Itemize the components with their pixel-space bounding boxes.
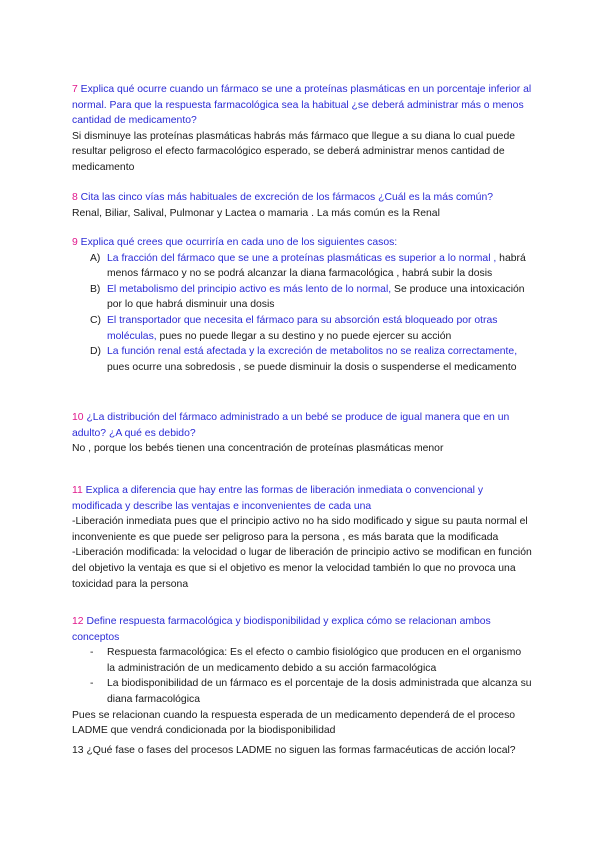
question-11-prompt — [72, 483, 532, 514]
case-text: El metabolismo del principio activo es más lento de lo normal, — [107, 283, 392, 295]
case-item-c — [72, 313, 532, 344]
definition-text: Respuesta farmacológica: Es el efecto o cambio fisiológico que producen en el organismo la administración de un medicamento debido a su acción farmacológica — [107, 647, 522, 674]
list-marker: - — [90, 647, 94, 659]
answer-text-immediate: -Liberación inmediata pues que el principio activo no ha sido modificado y sigue su pauta normal el inconveniente es que puede ser peligroso para la persona , es más barata que la modificada — [72, 516, 528, 543]
question-8-prompt — [72, 190, 532, 206]
case-item-b — [72, 282, 532, 313]
question-number: 12 — [72, 616, 84, 627]
question-text: 13 ¿Qué fase o fases del procesos LADME no siguen las formas farmacéuticas de acción local? — [72, 745, 516, 756]
case-item-d — [72, 344, 532, 375]
list-marker: C) — [90, 314, 101, 326]
question-8 — [72, 190, 532, 221]
question-text: ¿La distribución del fármaco administrado a un bebé se produce de igual manera que en un adulto? ¿A qué es debido? — [72, 412, 510, 439]
case-answer: pues no puede llegar a su destino y no puede ejercer su acción — [156, 330, 452, 342]
question-number: 7 — [72, 84, 78, 95]
question-10-prompt — [72, 410, 532, 441]
definition-item — [72, 645, 532, 676]
answer-text: No , porque los bebés tienen una concentración de proteínas plasmáticas menor — [72, 443, 444, 455]
answer-text-modified: -Liberación modificada: la velocidad o lugar de liberación de principio activo se modifican en función del objetivo la ventaja es que si el objetivo es menor la velocidad también lo que no provoca una toxicidad para la persona — [72, 547, 532, 590]
answer-text: Si disminuye las proteínas plasmáticas habrás más fármaco que llegue a su diana lo cual puede resultar peligroso el efecto farmacológico esperado, se deberá administrar menos cantidad de medicamento — [72, 130, 516, 173]
question-7 — [72, 82, 532, 176]
case-answer: pues ocurre una sobredosis , se puede disminuir la dosis o suspenderse el medicamento — [107, 361, 517, 373]
question-9-prompt — [72, 235, 532, 251]
case-answer: Se produce una intoxicación por lo que habrá disminuir una dosis — [107, 283, 525, 311]
question-text: Explica a diferencia que hay entre las formas de liberación inmediata o convencional y modificada y describe las ventajas e inconvenientes de cada una — [72, 485, 484, 512]
question-text: Cita las cinco vías más habituales de excreción de los fármacos ¿Cuál es la más común? — [77, 192, 494, 203]
question-number: 9 — [72, 237, 78, 248]
definition-item — [72, 676, 532, 707]
question-7-prompt — [72, 82, 532, 129]
case-text: La función renal está afectada y la excreción de metabolitos no se realiza correctamente, — [107, 346, 518, 358]
answer-text: Renal, Biliar, Salival, Pulmonar y Lactea o mamaria . La más común es la Renal — [72, 207, 440, 219]
definition-text: La biodisponibilidad de un fármaco es el porcentaje de la dosis administrada que alcanza su diana farmacológica — [107, 678, 532, 705]
list-marker: - — [90, 678, 94, 690]
question-number: 11 — [72, 485, 83, 496]
question-number: 8 — [72, 192, 78, 203]
question-10 — [72, 410, 532, 457]
case-item-a — [72, 251, 532, 282]
question-11 — [72, 483, 532, 592]
question-text: Explica qué crees que ocurriría en cada uno de los siguientes casos: — [77, 237, 398, 248]
list-marker: D) — [90, 346, 101, 358]
case-list — [72, 251, 532, 376]
list-marker: A) — [90, 252, 101, 264]
case-answer: habrá menos fármaco y no se podrá alcanzar la diana farmacológica , habrá subir la dosis — [107, 252, 526, 280]
question-12-prompt — [72, 614, 532, 645]
question-text: Define respuesta farmacológica y biodisponibilidad y explica cómo se relacionan ambos conceptos — [72, 616, 491, 643]
definition-list — [72, 645, 532, 707]
list-marker: B) — [90, 283, 101, 295]
question-number: 10 — [72, 412, 84, 423]
question-12 — [72, 614, 532, 739]
case-text: El transportador que necesita el fármaco para su absorción está bloqueado por otras moléculas, — [107, 314, 498, 342]
question-13 — [72, 743, 532, 759]
question-text: Explica qué ocurre cuando un fármaco se une a proteínas plasmáticas en un porcentaje inferior al normal. Para que la respuesta farmacológica sea la habitual ¿se deberá administrar más o menos cantidad de medicamento? — [72, 84, 532, 127]
case-text: La fracción del fármaco que se une a proteínas plasmáticas es superior a lo normal , — [107, 252, 497, 264]
question-9 — [72, 235, 532, 375]
answer-text: Pues se relacionan cuando la respuesta esperada de un medicamento dependerá de el proceso LADME que vendrá condicionada por la biodisponibilidad — [72, 709, 516, 737]
